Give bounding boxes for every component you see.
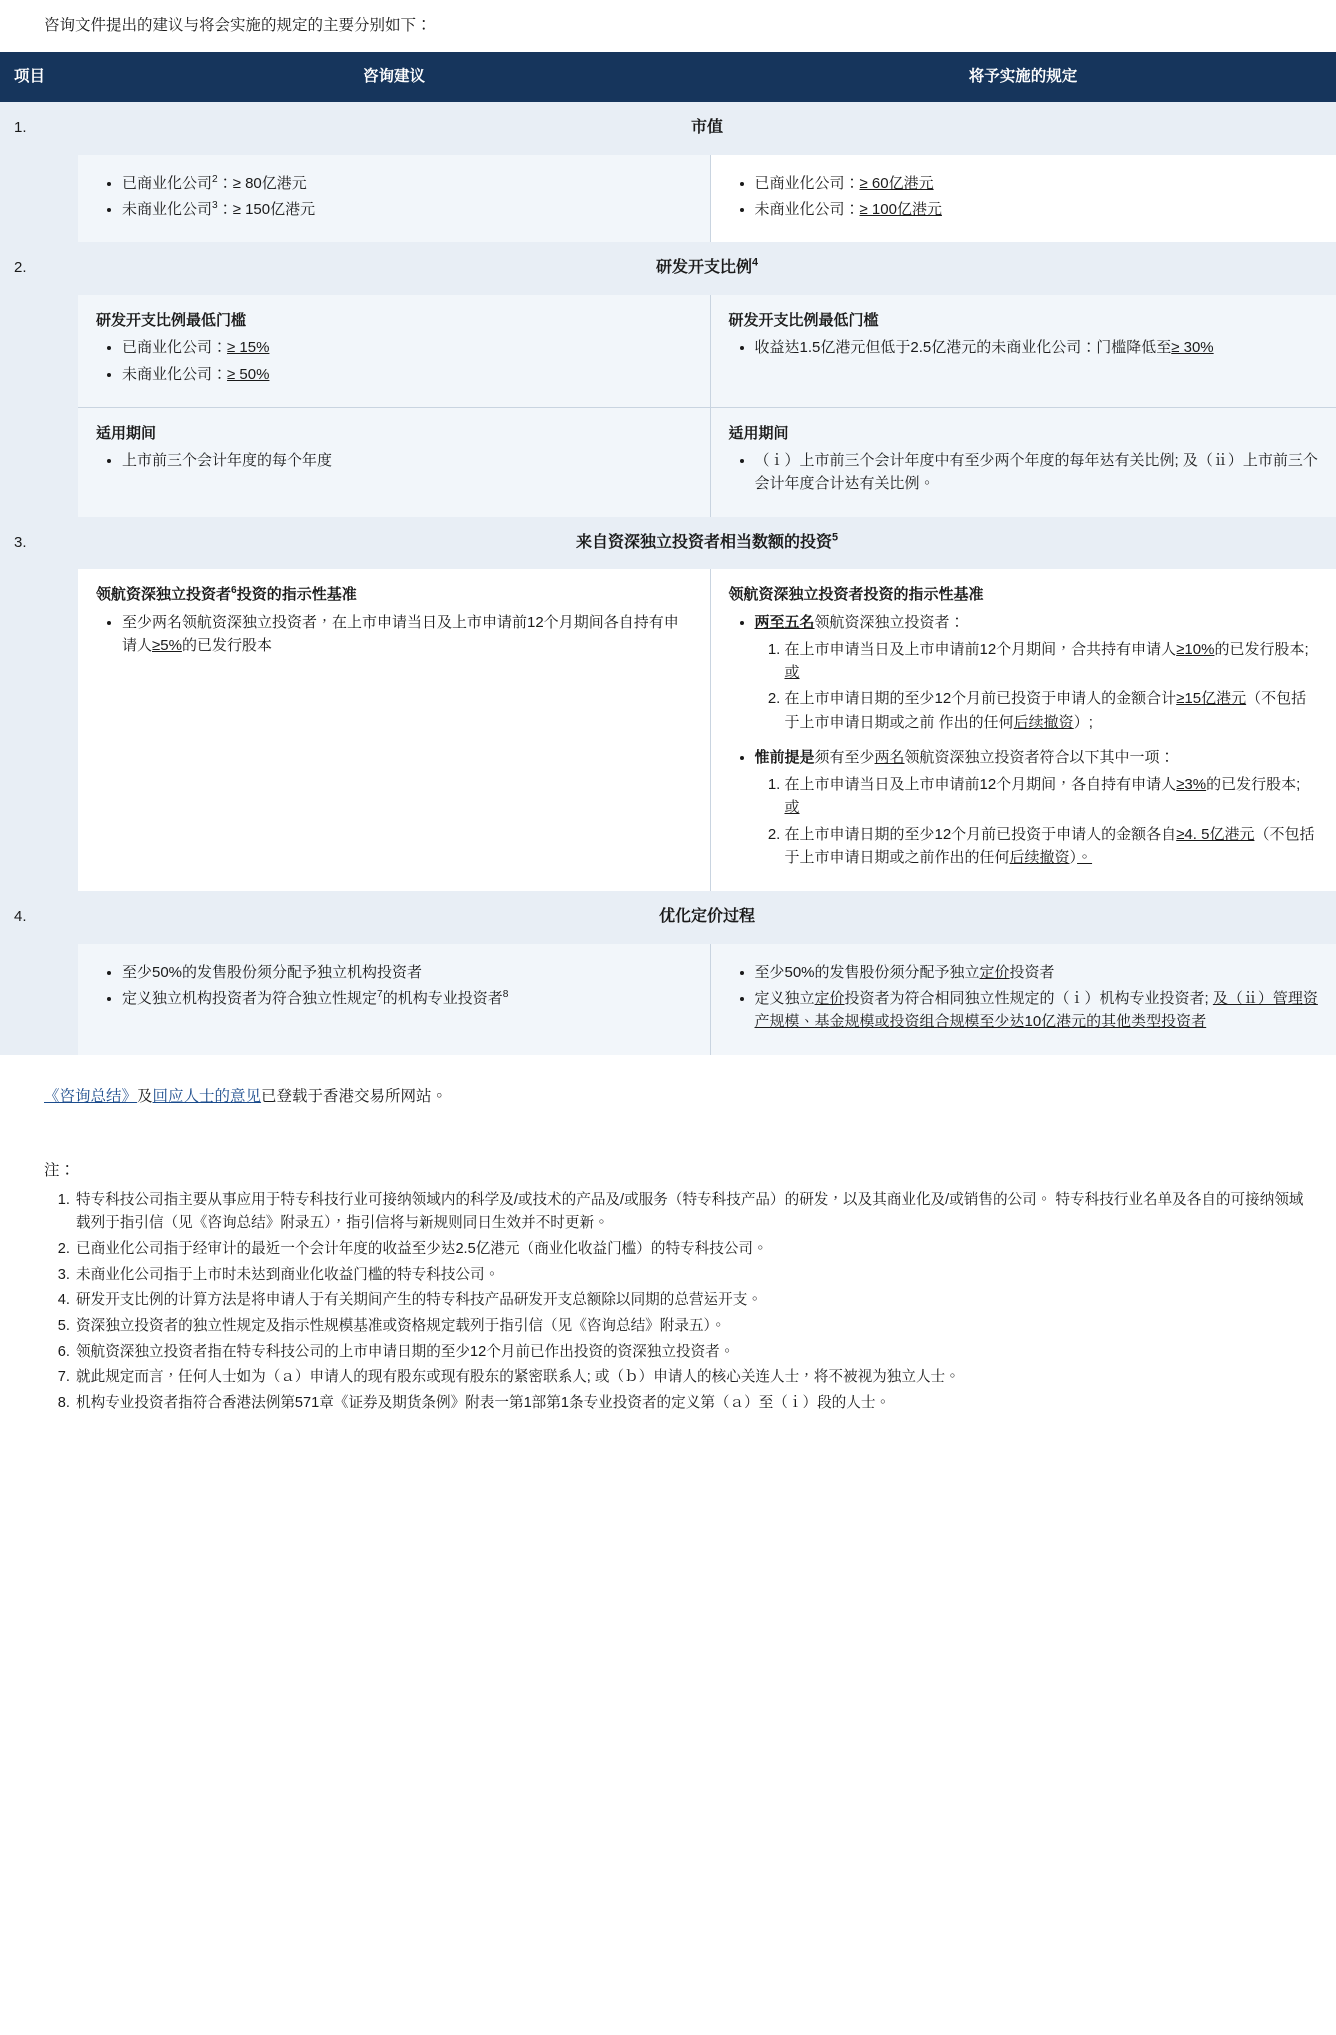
comparison-table <box>0 52 1336 1055</box>
proposal-cell <box>78 944 710 1055</box>
sub-heading: 适用期间 <box>728 424 789 442</box>
sub-heading: 研发开支比例最低门槛 <box>96 312 247 330</box>
intro-paragraph: 咨询文件提出的建议与将会实施的规定的主要分别如下： <box>44 17 432 34</box>
bullet-list <box>96 611 692 658</box>
bullet-list <box>729 449 1319 496</box>
respondents-comments-link[interactable]: 回应人士的意见 <box>152 1087 262 1105</box>
proposal-cell <box>78 295 710 407</box>
proposal-cell <box>78 407 710 516</box>
list-item: • 定义独立定价投资者为符合相同独立性规定的（ⅰ）机构专业投资者; 及（ⅱ）管理资产规模、基金规模或投资组合规模至少达10亿港元的其他类型投资者 <box>755 987 1319 1034</box>
list-item: • 至少50%的发售股份须分配予独立定价投资者 <box>755 961 1319 984</box>
numbered-sublist <box>755 638 1319 734</box>
table-row <box>0 407 1336 516</box>
list-item: 7. 就此规定而言，任何人士如为（ａ）申请人的现有股东或现有股东的紧密联系人; 或（ｂ）申请人的核心关连人士，将不被视为独立人士。 <box>74 1366 1316 1390</box>
list-item: 2. 已商业化公司指于经审计的最近一个会计年度的收益至少达2.5亿港元（商业化收益门槛）的特专科技公司。 <box>74 1238 1316 1262</box>
table-row <box>0 155 1336 243</box>
sub-heading: 领航资深独立投资者投资的指示性基准 <box>728 586 984 604</box>
list-item: • 已商业化公司：≥ 60亿港元 <box>755 172 1319 195</box>
grouped-bullet-list <box>729 611 1319 870</box>
row-number: 2. <box>0 242 78 516</box>
consultation-conclusions-link[interactable]: 《咨询总结》 <box>44 1087 138 1105</box>
bullet-list <box>729 336 1319 359</box>
table-row <box>0 569 1336 891</box>
list-item: 8. 机构专业投资者指符合香港法例第571章《证券及期货条例》附表一第1部第1条专业投资者的定义第（ａ）至（ｉ）段的人士。 <box>74 1392 1316 1416</box>
row-number: 3. <box>0 517 78 892</box>
list-item: 1. 特专科技公司指主要从事应用于特专科技行业可接纳领域内的科学及/或技术的产品及/或服务（特专科技产品）的研发，以及其商业化及/或销售的公司。 特专科技行业名单及各自的可接纳领域载列于指引信（见《咨询总结》附录五），指引信将与新规则同日生效并不时更新。 <box>74 1189 1316 1236</box>
list-item: • 至少50%的发售股份须分配予独立机构投资者 <box>122 961 692 984</box>
implemented-cell <box>710 295 1336 407</box>
after-note-middle: 及 <box>137 1087 153 1105</box>
list-item: • 收益达1.5亿港元但低于2.5亿港元的未商业化公司：门槛降低至≥ 30% <box>755 336 1319 359</box>
header-item: 项目 <box>0 52 78 102</box>
list-item: • 未商业化公司：≥ 50% <box>122 363 692 386</box>
bullet-list <box>96 172 692 222</box>
list-item: • 已商业化公司$^2$：≥ 80亿港元 <box>122 172 692 195</box>
list-item: • 上市前三个会计年度的每个年度 <box>122 449 692 472</box>
list-item: 4. 研发开支比例的计算方法是将申请人于有关期间产生的特专科技产品研发开支总额除以同期的总营运开支。 <box>74 1289 1316 1313</box>
list-item: • 定义独立机构投资者为符合独立性规定$^7$的机构专业投资者$^8$ <box>122 987 692 1010</box>
table-row <box>0 517 1336 570</box>
implemented-cell <box>710 944 1336 1055</box>
bullet-list <box>729 961 1319 1034</box>
bullet-list <box>96 449 692 472</box>
row-number: 4. <box>0 891 78 1055</box>
bullet-list <box>729 172 1319 222</box>
sub-heading: 研发开支比例最低门槛 <box>728 312 879 330</box>
table-row <box>0 944 1336 1055</box>
list-item: • 惟前提是须有至少两名领航资深独立投资者符合以下其中一项： 1. 在上市申请当日及上市申请前12个月期间，各自持有申请人≥3%的已发行股本; 或 2. 在上市申请日期的至少12个月前已投资于申请人的金额各自≥4. 5亿港元（不包括于上市申请日期或之前作出的任何后续撤资）。 <box>755 746 1319 869</box>
list-item: • 已商业化公司：≥ 15% <box>122 336 692 359</box>
list-item: • 未商业化公司$^3$：≥ 150亿港元 <box>122 198 692 221</box>
footnotes-title: 注： <box>44 1161 76 1179</box>
implemented-cell <box>710 407 1336 516</box>
after-note-tail: 已登载于香港交易所网站。 <box>261 1087 448 1105</box>
list-item: • 未商业化公司：≥ 100亿港元 <box>755 198 1319 221</box>
sublist-item: 1. 在上市申请当日及上市申请前12个月期间，合共持有申请人≥10%的已发行股本; 或 <box>785 638 1319 685</box>
proposal-cell <box>78 569 710 891</box>
section-title: 研发开支比例$^4$ <box>78 242 1336 295</box>
bullet-list <box>96 336 692 386</box>
proposal-cell <box>78 155 710 243</box>
sublist-item: 2. 在上市申请日期的至少12个月前已投资于申请人的金额合计≥15亿港元（不包括于上市申请日期或之前 作出的任何后续撤资）; <box>785 687 1319 734</box>
bullet-list <box>96 961 692 1011</box>
section-title: 来自资深独立投资者相当数额的投资$^5$ <box>78 517 1336 570</box>
sub-heading: 适用期间 <box>96 424 157 442</box>
footnotes-list <box>44 1189 1336 1416</box>
list-item: 3. 未商业化公司指于上市时未达到商业化收益门槛的特专科技公司。 <box>74 1264 1316 1288</box>
list-item: • 两至五名领航资深独立投资者： 1. 在上市申请当日及上市申请前12个月期间，合共持有申请人≥10%的已发行股本; 或 2. 在上市申请日期的至少12个月前已投资于申请人的金额合计≥15亿港元（不包括于上市申请日期或之前 作出的任何后续撤资）; <box>755 611 1319 734</box>
sub-heading: 领航资深独立投资者$^6$投资的指示性基准 <box>96 585 357 604</box>
list-item: • （ⅰ）上市前三个会计年度中有至少两个年度的每年达有关比例; 及（ⅱ）上市前三个会计年度合计达有关比例。 <box>755 449 1319 496</box>
table-row <box>0 295 1336 407</box>
footnotes-section <box>0 1109 1336 1416</box>
after-table-note <box>0 1055 1336 1109</box>
section-title: 市值 <box>78 102 1336 155</box>
row-number: 1. <box>0 102 78 242</box>
table-row <box>0 102 1336 155</box>
table-row <box>0 242 1336 295</box>
list-item: 6. 领航资深独立投资者指在特专科技公司的上市申请日期的至少12个月前已作出投资的资深独立投资者。 <box>74 1341 1316 1365</box>
implemented-cell <box>710 569 1336 891</box>
implemented-cell <box>710 155 1336 243</box>
list-item: 5. 资深独立投资者的独立性规定及指示性规模基准或资格规定载列于指引信（见《咨询总结》附录五）。 <box>74 1315 1316 1339</box>
sublist-item: 2. 在上市申请日期的至少12个月前已投资于申请人的金额各自≥4. 5亿港元（不包括于上市申请日期或之前作出的任何后续撤资）。 <box>785 823 1319 870</box>
table-row <box>0 891 1336 944</box>
sublist-item: 1. 在上市申请当日及上市申请前12个月期间，各自持有申请人≥3%的已发行股本; 或 <box>785 773 1319 820</box>
list-item: • 至少两名领航资深独立投资者，在上市申请当日及上市申请前12个月期间各自持有申请人≥5%的已发行股本 <box>122 611 692 658</box>
header-implemented: 将予实施的规定 <box>710 52 1336 102</box>
numbered-sublist <box>755 773 1319 869</box>
header-proposal: 咨询建议 <box>78 52 710 102</box>
table-header <box>0 52 1336 102</box>
section-title: 优化定价过程 <box>78 891 1336 944</box>
